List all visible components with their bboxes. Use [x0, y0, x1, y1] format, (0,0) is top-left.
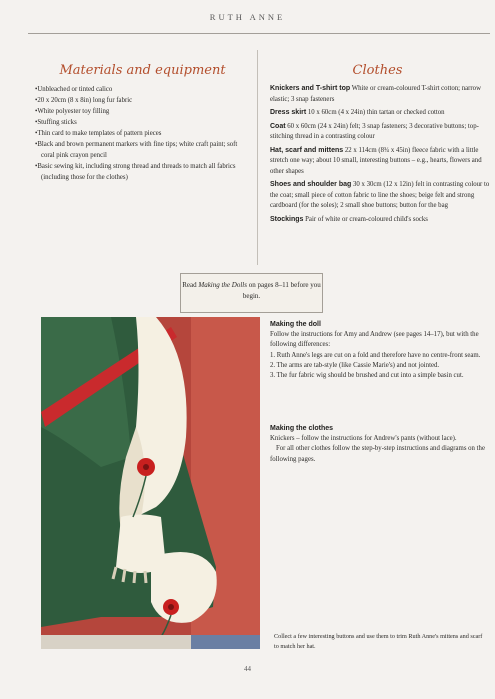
clothes-item: [270, 84, 490, 105]
clothes-term: Hat, scarf and mittens: [270, 146, 344, 154]
making-doll-section: [270, 320, 488, 381]
clothes-desc: 30 x 30cm (12 x 12in) felt in contrasting colour to the coat; small piece of cotton fabric to line the shoes; beige felt and strong cardboard (for the soles); 2 small shoe buttons; button for the bag: [270, 181, 490, 209]
clothes-item: [270, 180, 490, 212]
making-clothes-heading: Making the clothes: [270, 425, 334, 432]
materials-item: • Unbleached or tinted calico: [35, 84, 250, 95]
clothes-item: [270, 215, 490, 226]
making-doll-heading: Making the doll: [270, 321, 321, 328]
clothes-item: [270, 146, 490, 178]
doll-photo-illustration: [41, 317, 260, 649]
clothes-term: Dress skirt: [270, 109, 307, 116]
clothes-item: [270, 122, 490, 143]
page-number: 44: [244, 665, 251, 673]
making-clothes-para: For all other clothes follow the step-by-step instructions and diagrams on the following pages.: [270, 445, 485, 463]
header-rule: [28, 33, 490, 34]
clothes-desc: 22 x 114cm (8¾ x 45in) fleece fabric with a little stretch one way; about 10 small, interesting buttons – e.g., hearts, flowers and other shapes: [270, 146, 482, 175]
callout-box: [180, 273, 323, 313]
photo-caption: Collect a few interesting buttons and use them to trim Ruth Anne's mittens and scarf to match her hat.: [274, 633, 483, 650]
materials-item: • Stuffing sticks: [35, 117, 250, 128]
materials-item: • White polyester toy filling: [35, 106, 250, 117]
making-clothes-para: Knickers – follow the instructions for Andrew's pants (without lace).: [270, 435, 457, 443]
callout-book-title: Making the Dolls: [198, 281, 247, 289]
clothes-desc: 60 x 60cm (24 x 24in) felt; 3 snap fasteners; 3 decorative buttons; top-stitching thread in a contrasting colour: [270, 122, 479, 140]
materials-item: • Thin card to make templates of pattern pieces: [35, 128, 250, 139]
materials-item: • Black and brown permanent markers with fine tips; white craft paint; soft coral pink crayon pencil: [35, 139, 250, 161]
running-header: RUTH ANNE: [209, 12, 286, 22]
making-doll-para: 1. Ruth Anne's legs are cut on a fold and therefore have no centre-front seam.: [270, 351, 481, 359]
materials-item: • 20 x 20cm (8 x 8in) long fur fabric: [35, 95, 250, 106]
making-clothes-section: [270, 424, 488, 465]
clothes-term: Shoes and shoulder bag: [270, 181, 352, 188]
doll-photo: [41, 317, 260, 649]
materials-title: Materials and equipment: [59, 63, 226, 78]
clothes-item: [270, 108, 490, 119]
clothes-desc: 10 x 60cm (4 x 24in) thin tartan or checked cotton: [307, 109, 445, 116]
materials-list: [35, 84, 250, 183]
clothes-term: Knickers and T-shirt top: [270, 85, 351, 92]
clothes-term: Stockings: [270, 215, 304, 223]
making-doll-para: Follow the instructions for Amy and Andrew (see pages 14–17), but with the following differences:: [270, 331, 479, 349]
clothes-title: Clothes: [352, 63, 403, 78]
column-divider: [257, 50, 258, 265]
callout-suffix: on pages 8–11 before you begin.: [242, 281, 321, 300]
making-doll-para: 2. The arms are tab-style (like Cassie Marie's) and not jointed.: [270, 361, 440, 369]
clothes-list: [270, 84, 490, 228]
making-doll-para: 3. The fur fabric wig should be brushed and cut into a simple basin cut.: [270, 372, 464, 380]
clothes-desc: White or cream-coloured T-shirt cotton; narrow elastic; 3 snap fasteners: [270, 85, 481, 103]
clothes-desc: Pair of white or cream-coloured child's socks: [305, 215, 428, 223]
clothes-term: Coat: [270, 122, 286, 130]
callout-prefix: Read: [182, 281, 199, 289]
materials-item: • Basic sewing kit, including strong thread and threads to match all fabrics (including those for the clothes): [35, 161, 250, 183]
